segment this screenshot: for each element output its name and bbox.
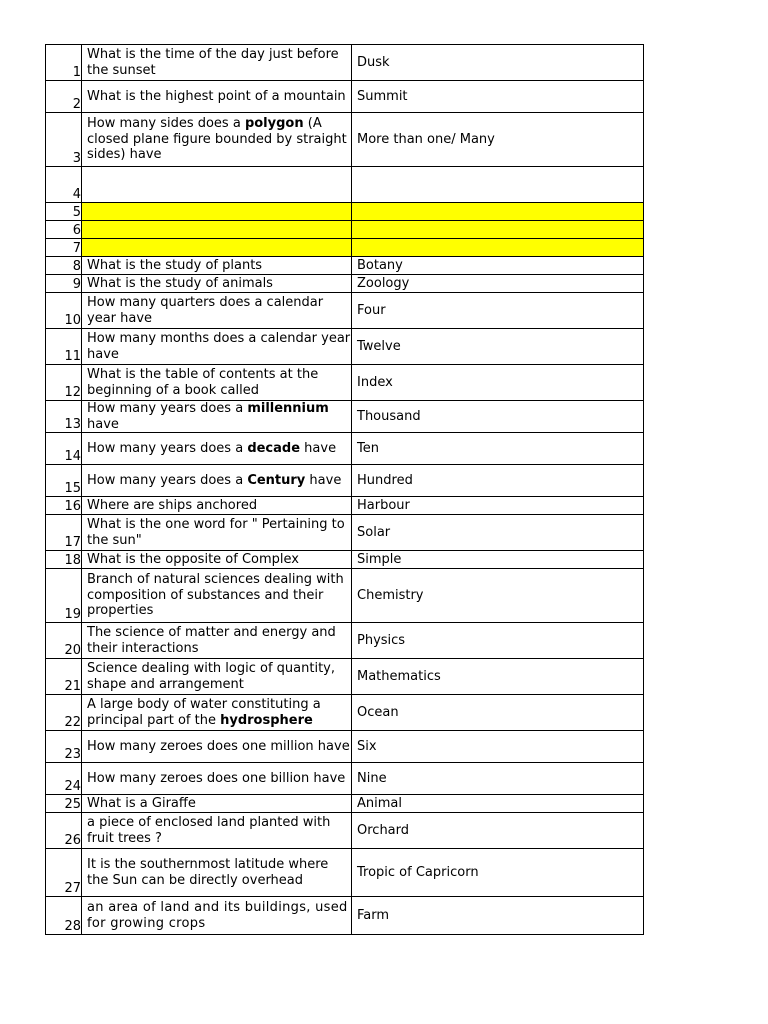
table-row — [46, 569, 644, 623]
row-number: 9 — [46, 275, 82, 293]
question-text: Where are ships anchored — [87, 497, 258, 513]
answer-cell: Nine — [352, 763, 644, 795]
question-text: A large body of water constituting a principal part of the — [87, 697, 321, 728]
question-text: How many zeroes does one million have — [87, 738, 350, 754]
row-number: 3 — [46, 113, 82, 167]
question-cell — [82, 329, 352, 365]
row-number: 4 — [46, 167, 82, 203]
table-row — [46, 239, 644, 257]
table-row — [46, 365, 644, 401]
question-keyword: decade — [247, 440, 301, 456]
question-text: What is the opposite of Complex — [87, 551, 299, 567]
table-row — [46, 497, 644, 515]
row-number: 18 — [46, 551, 82, 569]
table-row — [46, 849, 644, 897]
table-row — [46, 695, 644, 731]
table-row — [46, 401, 644, 433]
table-row — [46, 221, 644, 239]
table-row — [46, 731, 644, 763]
table-row — [46, 293, 644, 329]
question-text: have — [305, 472, 342, 488]
row-number: 16 — [46, 497, 82, 515]
row-number: 27 — [46, 849, 82, 897]
quiz-table — [45, 44, 644, 935]
question-cell — [82, 795, 352, 813]
question-text: Science dealing with logic of quantity, shape and arrangement — [87, 661, 336, 692]
row-number: 24 — [46, 763, 82, 795]
answer-cell: More than one/ Many — [352, 113, 644, 167]
question-text: The science of matter and energy and their interactions — [87, 625, 336, 656]
question-cell — [82, 569, 352, 623]
question-text: What is the one word for " Pertaining to the sun" — [87, 517, 345, 548]
question-cell — [82, 465, 352, 497]
question-text: a piece of enclosed land planted with fruit trees ? — [87, 815, 331, 846]
row-number: 14 — [46, 433, 82, 465]
question-text: What is the study of plants — [87, 257, 263, 273]
answer-cell: Mathematics — [352, 659, 644, 695]
answer-cell: Harbour — [352, 497, 644, 515]
question-cell — [82, 275, 352, 293]
answer-cell: Twelve — [352, 329, 644, 365]
question-text: What is the time of the day just before the sunset — [87, 47, 339, 78]
row-number: 20 — [46, 623, 82, 659]
row-number: 10 — [46, 293, 82, 329]
question-cell — [82, 623, 352, 659]
table-row — [46, 113, 644, 167]
answer-cell — [352, 167, 644, 203]
question-text: Branch of natural sciences dealing with composition of substances and their properties — [87, 572, 344, 619]
question-text: How many years does a — [87, 401, 248, 416]
question-cell — [82, 365, 352, 401]
answer-cell: Tropic of Capricorn — [352, 849, 644, 897]
question-cell — [82, 257, 352, 275]
answer-cell: Orchard — [352, 813, 644, 849]
answer-cell: Index — [352, 365, 644, 401]
question-text: How many quarters does a calendar year have — [87, 295, 324, 326]
question-text: How many sides does a — [87, 116, 245, 132]
answer-cell: Simple — [352, 551, 644, 569]
question-text: It is the southernmost latitude where the Sun can be directly overhead — [87, 857, 329, 888]
row-number: 28 — [46, 897, 82, 935]
question-cell — [82, 167, 352, 203]
row-number: 8 — [46, 257, 82, 275]
question-text: How many years does a — [87, 472, 248, 488]
row-number: 12 — [46, 365, 82, 401]
table-row — [46, 897, 644, 935]
table-row — [46, 763, 644, 795]
table-row — [46, 659, 644, 695]
quiz-table-body — [46, 45, 644, 935]
answer-cell — [352, 203, 644, 221]
question-text: How many zeroes does one billion have — [87, 770, 346, 786]
question-text: How many months does a calendar year have — [87, 331, 351, 362]
question-cell — [82, 813, 352, 849]
row-number: 1 — [46, 45, 82, 81]
row-number: 25 — [46, 795, 82, 813]
question-cell — [82, 433, 352, 465]
row-number: 11 — [46, 329, 82, 365]
question-text: What is the study of animals — [87, 275, 273, 291]
question-cell — [82, 897, 352, 935]
question-cell — [82, 763, 352, 795]
answer-cell: Thousand — [352, 401, 644, 433]
question-text: an area of land and its buildings, used for growing crops — [87, 900, 348, 931]
question-cell — [82, 113, 352, 167]
question-text: What is the highest point of a mountain — [87, 88, 346, 104]
answer-cell: Chemistry — [352, 569, 644, 623]
question-cell — [82, 401, 352, 433]
row-number: 7 — [46, 239, 82, 257]
table-row — [46, 257, 644, 275]
table-row — [46, 203, 644, 221]
question-text: have — [300, 440, 337, 456]
answer-cell: Physics — [352, 623, 644, 659]
table-row — [46, 551, 644, 569]
question-cell — [82, 849, 352, 897]
question-text: What is the table of contents at the beginning of a book called — [87, 367, 319, 398]
answer-cell: Ocean — [352, 695, 644, 731]
answer-cell: Dusk — [352, 45, 644, 81]
table-row — [46, 81, 644, 113]
question-keyword: Century — [247, 472, 306, 488]
question-keyword: polygon — [244, 116, 304, 132]
answer-cell: Four — [352, 293, 644, 329]
row-number: 17 — [46, 515, 82, 551]
question-text: How many years does a — [87, 440, 248, 456]
table-row — [46, 275, 644, 293]
table-row — [46, 515, 644, 551]
table-row — [46, 167, 644, 203]
question-cell — [82, 81, 352, 113]
question-cell — [82, 45, 352, 81]
question-keyword: hydrosphere — [220, 712, 313, 728]
question-cell — [82, 239, 352, 257]
row-number: 26 — [46, 813, 82, 849]
answer-cell: Ten — [352, 433, 644, 465]
question-text: What is a Giraffe — [87, 795, 196, 811]
answer-cell: Summit — [352, 81, 644, 113]
row-number: 23 — [46, 731, 82, 763]
row-number: 19 — [46, 569, 82, 623]
question-cell — [82, 695, 352, 731]
table-row — [46, 813, 644, 849]
question-cell — [82, 203, 352, 221]
table-row — [46, 433, 644, 465]
table-row — [46, 45, 644, 81]
row-number: 21 — [46, 659, 82, 695]
row-number: 13 — [46, 401, 82, 433]
question-cell — [82, 221, 352, 239]
row-number: 5 — [46, 203, 82, 221]
row-number: 2 — [46, 81, 82, 113]
answer-cell: Animal — [352, 795, 644, 813]
question-cell — [82, 731, 352, 763]
question-cell — [82, 551, 352, 569]
row-number: 6 — [46, 221, 82, 239]
question-cell — [82, 515, 352, 551]
answer-cell: Six — [352, 731, 644, 763]
table-row — [46, 795, 644, 813]
question-cell — [82, 497, 352, 515]
question-cell — [82, 293, 352, 329]
answer-cell: Farm — [352, 897, 644, 935]
row-number: 22 — [46, 695, 82, 731]
table-row — [46, 329, 644, 365]
question-text: have — [87, 416, 119, 432]
answer-cell — [352, 221, 644, 239]
table-row — [46, 623, 644, 659]
answer-cell: Botany — [352, 257, 644, 275]
answer-cell: Hundred — [352, 465, 644, 497]
question-cell — [82, 659, 352, 695]
answer-cell: Zoology — [352, 275, 644, 293]
row-number: 15 — [46, 465, 82, 497]
question-keyword: millennium — [247, 401, 329, 416]
answer-cell: Solar — [352, 515, 644, 551]
question-text: (A closed plane figure bounded by straight sides) have — [87, 116, 347, 163]
answer-cell — [352, 239, 644, 257]
table-row — [46, 465, 644, 497]
